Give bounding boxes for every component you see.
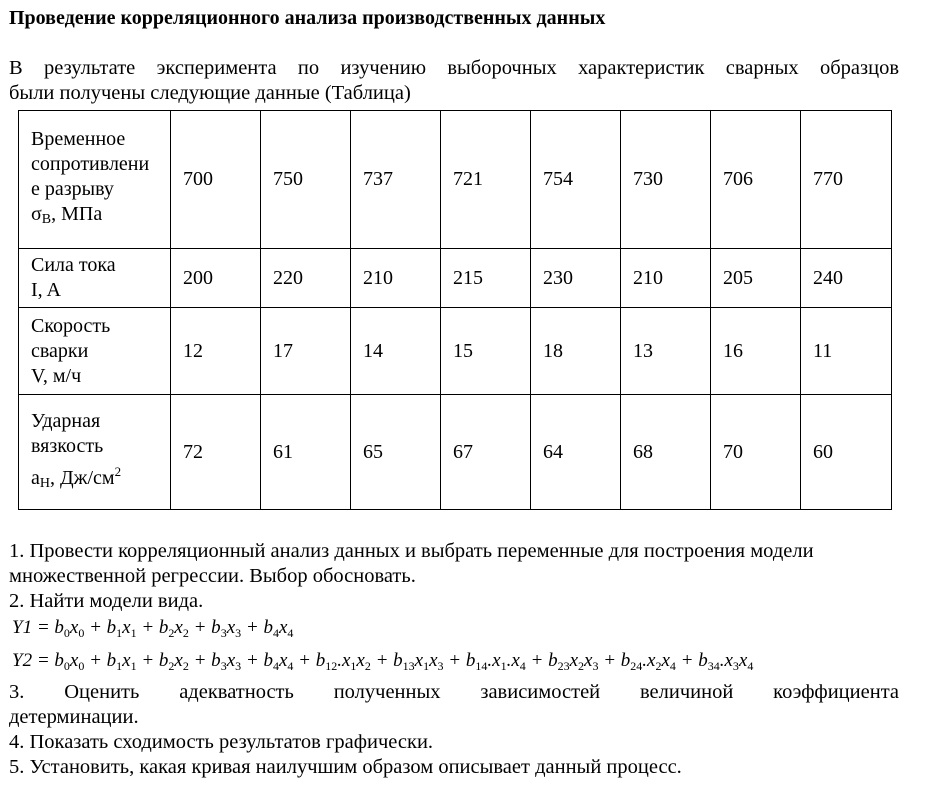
table-cell: 240 [801,249,892,308]
label-line: сопротивлени [31,153,150,175]
label-line: е разрыву [31,178,114,200]
task-3-line-2: детерминации. [9,706,139,728]
table-cell: 16 [711,308,801,395]
table-cell: 700 [171,111,261,249]
task-4: 4. Показать сходимость результатов графически. [9,731,434,753]
table-row [19,308,892,395]
intro-paragraph [9,56,899,106]
row-label-strength [19,111,171,249]
table-cell: 210 [621,249,711,308]
table-cell: 18 [531,308,621,395]
label-line: I, A [31,279,61,301]
table-cell: 17 [261,308,351,395]
task-3-line-1: 3. Оценить адекватность полученных зависимостей величиной коэффициента [9,681,899,703]
label-subscript: Н [39,475,51,491]
label-unit: , МПа [51,203,103,225]
table-cell: 68 [621,395,711,510]
intro-line-1: В результате эксперимента по изучению выборочных характеристик сварных образцов [9,57,899,79]
table-cell: 750 [261,111,351,249]
table-cell: 13 [621,308,711,395]
task-1-line-1: 1. Провести корреляционный анализ данных и выбрать переменные для построения модели [9,540,814,562]
label-subscript: В [41,212,52,227]
label-symbol: σ [31,203,42,225]
row-label-toughness [19,395,171,510]
row-label-speed [19,308,171,395]
label-line: Временное [31,128,126,150]
label-line: Скорость [31,314,111,337]
label-superscript: 2 [114,463,122,479]
table-cell: 64 [531,395,621,510]
table-cell: 11 [801,308,892,395]
table-cell: 70 [711,395,801,510]
table-cell: 770 [801,111,892,249]
table-cell: 200 [171,249,261,308]
table-cell: 14 [351,308,441,395]
intro-line-2: были получены следующие данные (Таблица) [9,82,411,104]
table-row [19,249,892,308]
table-cell: 65 [351,395,441,510]
label-line: сварки [31,339,89,362]
task-5: 5. Установить, какая кривая наилучшим образом описывает данный процесс. [9,756,682,778]
table-cell: 210 [351,249,441,308]
table-row [19,111,892,249]
table-cell: 730 [621,111,711,249]
table-cell: 215 [441,249,531,308]
table-cell: 220 [261,249,351,308]
label-line: Сила тока [31,254,116,276]
task-2: 2. Найти модели вида. [9,590,204,612]
table-cell: 15 [441,308,531,395]
table-cell: 72 [171,395,261,510]
table-cell: 754 [531,111,621,249]
label-line: V, м/ч [31,364,82,387]
table-cell: 205 [711,249,801,308]
document-title: Проведение корреляционного анализа производственных данных [9,7,606,29]
task-list [9,539,899,780]
table-cell: 60 [801,395,892,510]
label-line: вязкость [31,434,104,457]
table-cell: 61 [261,395,351,510]
table-cell: 706 [711,111,801,249]
table-cell: 12 [171,308,261,395]
table-cell: 67 [441,395,531,510]
row-label-current [19,249,171,308]
table-cell: 721 [441,111,531,249]
table-cell: 737 [351,111,441,249]
formula-y1: $Y1 = b_0x_0 + b_1x_1 + b_2x_2 + b_3x_3 + b_4x_4$ [12,617,294,640]
data-table [18,110,892,510]
table-cell: 230 [531,249,621,308]
formula-y2: $Y2 = b_0x_0 + b_1x_1 + b_2x_2 + b_3x_3 + b_4x_4 + b_{12}.x_1x_2 + b_{13}x_1x_3 + b_{14}.x_1.x_4 + b_{23}x_2x_3 + b_{24}.x_2x_4 + b_{34}.x_3x_4$ [12,650,754,673]
label-unit: , Дж/см [50,466,115,489]
label-symbol: а [31,466,40,489]
task-1-line-2: множественной регрессии. Выбор обосновать. [9,565,416,587]
table-row [19,395,892,510]
label-line: Ударная [31,409,101,432]
